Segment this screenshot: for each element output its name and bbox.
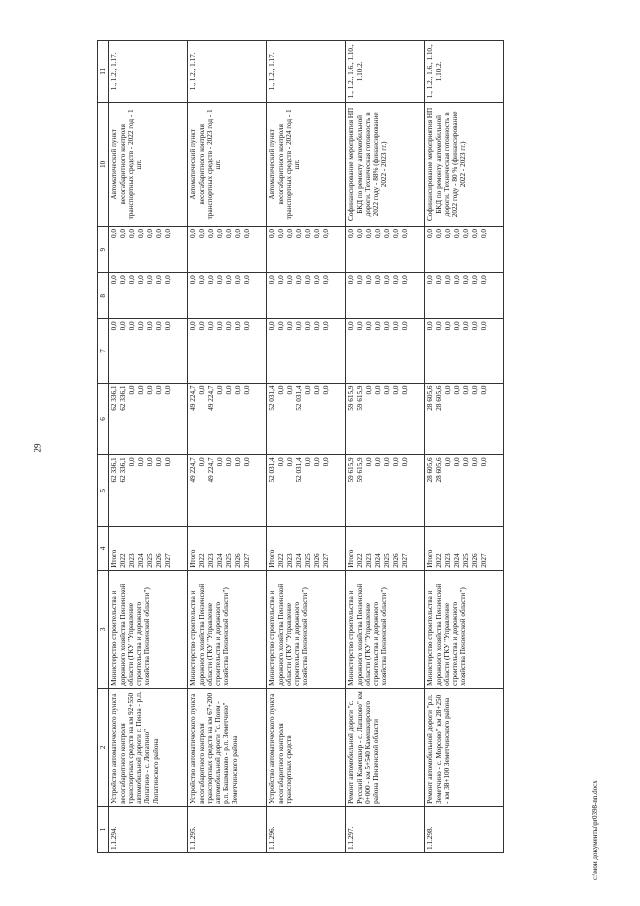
- amount-value: 28 605,6: [426, 385, 435, 411]
- amount-value: 0,0: [453, 457, 462, 467]
- year-value: 2022: [198, 553, 207, 568]
- total-amount-cell: [425, 455, 504, 527]
- table-row: [346, 41, 425, 853]
- amount-value: 0,0: [471, 275, 480, 285]
- amount-value: 0,0: [480, 385, 489, 395]
- col-header: 6: [98, 383, 109, 455]
- amount-value: 0,0: [198, 385, 207, 395]
- year-cell: [346, 527, 425, 571]
- indicator-links-cell: 1., 1.2., 1.17.: [267, 41, 346, 103]
- amount-value: 0,0: [322, 321, 331, 331]
- event-name-cell: Ремонт автомобильной дороги "с. Русский Камешкир - с. Лапшово" км 0+000 - км 5+540 Камешкирского района Пензенской области: [346, 688, 425, 806]
- year-cell: [109, 527, 188, 571]
- amount-value: 0,0: [277, 275, 286, 285]
- amount-value: 59 615,9: [356, 457, 365, 483]
- amount-value: 49 224,7: [207, 385, 216, 411]
- amount-value: 0,0: [435, 321, 444, 331]
- amount-value: 0,0: [216, 457, 225, 467]
- amount-value: 0,0: [392, 457, 401, 467]
- col-header: 8: [98, 273, 109, 319]
- amount-value: 0,0: [234, 321, 243, 331]
- amount-value: 0,0: [383, 385, 392, 395]
- year-value: 2026: [471, 553, 480, 568]
- amount-value: 0,0: [356, 321, 365, 331]
- amount-value: 59 615,9: [356, 385, 365, 411]
- amount-value: 0,0: [155, 457, 164, 467]
- row-number-cell: 1.1.298.: [425, 806, 504, 852]
- amount-value: 0,0: [137, 321, 146, 331]
- amount-value: 0,0: [119, 275, 128, 285]
- amount-value: 62 336,1: [110, 385, 119, 411]
- amount-value: 0,0: [268, 229, 277, 239]
- indicator-links-cell: 1., 1.2., 1.17.: [188, 41, 267, 103]
- row-number-cell: 1.1.294.: [109, 806, 188, 852]
- amount-value: 0,0: [225, 321, 234, 331]
- local-budget-cell: [267, 273, 346, 319]
- amount-value: 0,0: [313, 229, 322, 239]
- year-value: 2025: [304, 553, 313, 568]
- amount-value: 0,0: [435, 275, 444, 285]
- year-value: 2022: [435, 553, 444, 568]
- year-value: 2022: [119, 553, 128, 568]
- year-value: 2025: [146, 553, 155, 568]
- amount-value: 0,0: [146, 229, 155, 239]
- amount-value: 0,0: [295, 321, 304, 331]
- federal-budget-cell: [425, 319, 504, 383]
- amount-value: 0,0: [426, 229, 435, 239]
- executor-cell: Министерство строительства и дорожного хозяйства Пензенской области (ГКУ "Управление строительства и дорожного хозяйства Пензенской области"): [267, 570, 346, 688]
- amount-value: 0,0: [401, 321, 410, 331]
- col-header: 3: [98, 570, 109, 688]
- amount-value: 0,0: [304, 457, 313, 467]
- amount-value: 0,0: [480, 229, 489, 239]
- amount-value: 0,0: [374, 321, 383, 331]
- amount-value: 0,0: [383, 229, 392, 239]
- amount-value: 0,0: [216, 275, 225, 285]
- table-body: [109, 41, 504, 853]
- executor-cell: Министерство строительства и дорожного хозяйства Пензенской области (ГКУ "Управление строительства и дорожного хозяйства Пензенской области"): [109, 570, 188, 688]
- extra-budget-cell: [188, 227, 267, 273]
- amount-value: 0,0: [313, 457, 322, 467]
- amount-value: 0,0: [234, 229, 243, 239]
- year-value: 2024: [453, 553, 462, 568]
- year-value: 2026: [155, 553, 164, 568]
- year-cell: [267, 527, 346, 571]
- year-value: 2025: [383, 553, 392, 568]
- amount-value: 52 031,4: [295, 385, 304, 411]
- amount-value: 0,0: [119, 229, 128, 239]
- amount-value: 0,0: [137, 385, 146, 395]
- executor-cell: Министерство строительства и дорожного хозяйства Пензенской области (ГКУ "Управление строительства и дорожного хозяйства Пензенской области"): [188, 570, 267, 688]
- amount-value: 28 605,6: [426, 457, 435, 483]
- amount-value: 0,0: [295, 229, 304, 239]
- amount-value: 0,0: [365, 321, 374, 331]
- amount-value: 0,0: [216, 385, 225, 395]
- event-name-cell: Устройство автоматического пункта весогабаритного контроля транспортных средств на км 92+550 автомобильной дороги г. Пенза - р.п. Лопатино - с. Лопатино" Лопатинского района: [109, 688, 188, 806]
- amount-value: 0,0: [137, 275, 146, 285]
- amount-value: 0,0: [426, 275, 435, 285]
- amount-value: 0,0: [146, 457, 155, 467]
- amount-value: 0,0: [356, 229, 365, 239]
- year-cell: [188, 527, 267, 571]
- amount-value: 0,0: [453, 321, 462, 331]
- amount-value: 0,0: [322, 385, 331, 395]
- amount-value: 0,0: [471, 229, 480, 239]
- amount-value: 0,0: [471, 321, 480, 331]
- amount-value: 0,0: [146, 321, 155, 331]
- amount-value: 0,0: [480, 457, 489, 467]
- amount-value: 59 615,9: [347, 457, 356, 483]
- year-value: 2023: [365, 553, 374, 568]
- amount-value: 0,0: [347, 229, 356, 239]
- amount-value: 0,0: [225, 457, 234, 467]
- amount-value: 0,0: [277, 457, 286, 467]
- amount-value: 0,0: [322, 229, 331, 239]
- year-value: 2027: [322, 553, 331, 568]
- amount-value: 0,0: [304, 229, 313, 239]
- amount-value: 0,0: [374, 275, 383, 285]
- year-value: 2025: [462, 553, 471, 568]
- amount-value: 0,0: [198, 275, 207, 285]
- amount-value: 0,0: [347, 275, 356, 285]
- amount-value: 0,0: [277, 321, 286, 331]
- rotated-table-wrapper: [97, 40, 525, 853]
- expected-result-cell: Софинансирование мероприятия НП БКД по ремонту автомобильной дороги. Техническая готовность в 2022 году - 88% (финансирование 2022 - 2023 гг.): [346, 102, 425, 226]
- year-value: 2022: [356, 553, 365, 568]
- amount-value: 0,0: [277, 385, 286, 395]
- amount-value: 0,0: [462, 457, 471, 467]
- amount-value: 0,0: [268, 275, 277, 285]
- amount-value: 0,0: [295, 275, 304, 285]
- amount-value: 0,0: [392, 229, 401, 239]
- indicator-links-cell: 1., 1.2., 1.6., 1.10., 1.10.2.: [346, 41, 425, 103]
- amount-value: 0,0: [462, 321, 471, 331]
- extra-budget-cell: [267, 227, 346, 273]
- table-row: [267, 41, 346, 853]
- event-name-cell: Устройство автоматического пункта весогабаритного контроля транспортных средств: [267, 688, 346, 806]
- local-budget-cell: [188, 273, 267, 319]
- amount-value: 0,0: [365, 275, 374, 285]
- year-value: 2024: [216, 553, 225, 568]
- year-value: 2024: [137, 553, 146, 568]
- federal-budget-cell: [346, 319, 425, 383]
- amount-value: 0,0: [426, 321, 435, 331]
- amount-value: 0,0: [146, 385, 155, 395]
- local-budget-cell: [346, 273, 425, 319]
- amount-value: 0,0: [286, 321, 295, 331]
- amount-value: 0,0: [480, 321, 489, 331]
- amount-value: 0,0: [401, 385, 410, 395]
- amount-value: 0,0: [444, 321, 453, 331]
- amount-value: 0,0: [401, 457, 410, 467]
- local-budget-cell: [425, 273, 504, 319]
- amount-value: 49 224,7: [207, 457, 216, 483]
- event-name-cell: Устройство автоматического пункта весогабаритного контроля транспортных средств на км 67+200 автомобильной дороги "с. Поим - р.п. Башмаково - р.п. Земетчино" Земетчинского района: [188, 688, 267, 806]
- amount-value: 0,0: [435, 229, 444, 239]
- total-amount-cell: [109, 455, 188, 527]
- amount-value: 0,0: [453, 275, 462, 285]
- budget-table: [97, 40, 504, 853]
- amount-value: 52 031,4: [268, 385, 277, 411]
- year-value: 2025: [225, 553, 234, 568]
- year-value: 2023: [207, 553, 216, 568]
- year-value: Итого: [347, 549, 356, 568]
- table-row: [425, 41, 504, 853]
- amount-value: 0,0: [110, 275, 119, 285]
- amount-value: 0,0: [365, 385, 374, 395]
- amount-value: 0,0: [374, 385, 383, 395]
- amount-value: 0,0: [119, 321, 128, 331]
- amount-value: 0,0: [444, 457, 453, 467]
- amount-value: 0,0: [155, 321, 164, 331]
- amount-value: 0,0: [444, 229, 453, 239]
- amount-value: 0,0: [462, 385, 471, 395]
- amount-value: 62 336,1: [119, 385, 128, 411]
- year-value: 2023: [128, 553, 137, 568]
- amount-value: 0,0: [392, 275, 401, 285]
- year-value: Итого: [268, 549, 277, 568]
- col-header: 9: [98, 227, 109, 273]
- amount-value: 0,0: [462, 275, 471, 285]
- amount-value: 0,0: [243, 229, 252, 239]
- row-number-cell: 1.1.296.: [267, 806, 346, 852]
- amount-value: 0,0: [164, 457, 173, 467]
- amount-value: 0,0: [374, 457, 383, 467]
- col-header: 11: [98, 41, 109, 103]
- amount-value: 62 336,1: [119, 457, 128, 483]
- expected-result-cell: Софинансирование мероприятия НП БКД по ремонту автомобильной дороги. Техническая готовность в 2022 году - 80 % (финансирование 2022 - 2023 гг.): [425, 102, 504, 226]
- amount-value: 0,0: [137, 229, 146, 239]
- regional-budget-cell: [188, 383, 267, 455]
- amount-value: 0,0: [347, 321, 356, 331]
- amount-value: 0,0: [243, 275, 252, 285]
- year-cell: [425, 527, 504, 571]
- table-row: [188, 41, 267, 853]
- regional-budget-cell: [425, 383, 504, 455]
- amount-value: 0,0: [444, 385, 453, 395]
- amount-value: 0,0: [365, 229, 374, 239]
- year-value: 2023: [286, 553, 295, 568]
- total-amount-cell: [346, 455, 425, 527]
- amount-value: 0,0: [189, 275, 198, 285]
- amount-value: 0,0: [128, 457, 137, 467]
- amount-value: 0,0: [286, 275, 295, 285]
- amount-value: 0,0: [207, 321, 216, 331]
- amount-value: 0,0: [277, 229, 286, 239]
- year-value: Итого: [426, 549, 435, 568]
- year-value: 2027: [480, 553, 489, 568]
- year-value: 2026: [313, 553, 322, 568]
- amount-value: 49 224,7: [189, 385, 198, 411]
- expected-result-cell: Автоматический пункт весогабаритного контроля транспортных средств - 2024 год - 1 шт.: [267, 102, 346, 226]
- amount-value: 0,0: [471, 385, 480, 395]
- col-header: 4: [98, 527, 109, 571]
- amount-value: 0,0: [110, 229, 119, 239]
- amount-value: 0,0: [128, 229, 137, 239]
- amount-value: 0,0: [164, 321, 173, 331]
- page-number: 29: [32, 443, 43, 453]
- amount-value: 0,0: [128, 321, 137, 331]
- federal-budget-cell: [267, 319, 346, 383]
- year-value: 2027: [243, 553, 252, 568]
- expected-result-cell: Автоматический пункт весогабаритного контроля транспортных средств - 2022 год - 1 шт.: [109, 102, 188, 226]
- regional-budget-cell: [267, 383, 346, 455]
- year-value: 2023: [444, 553, 453, 568]
- amount-value: 0,0: [286, 229, 295, 239]
- amount-value: 59 615,9: [347, 385, 356, 411]
- amount-value: 0,0: [374, 229, 383, 239]
- amount-value: 0,0: [164, 229, 173, 239]
- amount-value: 0,0: [198, 457, 207, 467]
- amount-value: 0,0: [128, 275, 137, 285]
- executor-cell: Министерство строительства и дорожного хозяйства Пензенской области (ГКУ "Управление строительства и дорожного хозяйства Пензенской области"): [346, 570, 425, 688]
- amount-value: 52 031,4: [268, 457, 277, 483]
- amount-value: 0,0: [286, 457, 295, 467]
- amount-value: 0,0: [243, 385, 252, 395]
- amount-value: 49 224,7: [189, 457, 198, 483]
- amount-value: 0,0: [146, 275, 155, 285]
- amount-value: 0,0: [304, 321, 313, 331]
- event-name-cell: Ремонт автомобильной дороги "р.п. Земетчино - с. Морсово" км 28+250 - км 38+100 Земетчинского района: [425, 688, 504, 806]
- row-number-cell: 1.1.295.: [188, 806, 267, 852]
- year-value: 2026: [234, 553, 243, 568]
- amount-value: 28 605,6: [435, 457, 444, 483]
- amount-value: 0,0: [383, 321, 392, 331]
- amount-value: 0,0: [207, 275, 216, 285]
- amount-value: 0,0: [225, 275, 234, 285]
- amount-value: 0,0: [444, 275, 453, 285]
- amount-value: 0,0: [164, 275, 173, 285]
- expected-result-cell: Автоматический пункт весогабаритного контроля транспортных средств - 2023 год - 1 шт.: [188, 102, 267, 226]
- amount-value: 0,0: [383, 457, 392, 467]
- total-amount-cell: [267, 455, 346, 527]
- amount-value: 28 605,6: [435, 385, 444, 411]
- amount-value: 0,0: [234, 385, 243, 395]
- amount-value: 0,0: [401, 275, 410, 285]
- amount-value: 0,0: [356, 275, 365, 285]
- col-header: 1: [98, 806, 109, 852]
- amount-value: 0,0: [313, 275, 322, 285]
- amount-value: 0,0: [392, 321, 401, 331]
- year-value: 2027: [401, 553, 410, 568]
- year-value: Итого: [189, 549, 198, 568]
- amount-value: 52 031,4: [295, 457, 304, 483]
- amount-value: 0,0: [189, 229, 198, 239]
- amount-value: 0,0: [471, 457, 480, 467]
- amount-value: 0,0: [128, 385, 137, 395]
- amount-value: 0,0: [304, 275, 313, 285]
- year-value: 2027: [164, 553, 173, 568]
- row-number-cell: 1.1.297.: [346, 806, 425, 852]
- rotated-table-stage: [97, 40, 525, 853]
- regional-budget-cell: [109, 383, 188, 455]
- year-value: 2024: [374, 553, 383, 568]
- amount-value: 0,0: [243, 457, 252, 467]
- amount-value: 0,0: [322, 457, 331, 467]
- amount-value: 0,0: [207, 229, 216, 239]
- amount-value: 0,0: [365, 457, 374, 467]
- indicator-links-cell: 1., 1.2., 1.17.: [109, 41, 188, 103]
- amount-value: 0,0: [304, 385, 313, 395]
- amount-value: 0,0: [216, 229, 225, 239]
- indicator-links-cell: 1., 1.2., 1.6., 1.10., 1.10.2.: [425, 41, 504, 103]
- amount-value: 0,0: [453, 385, 462, 395]
- amount-value: 0,0: [462, 229, 471, 239]
- amount-value: 0,0: [392, 385, 401, 395]
- executor-cell: Министерство строительства и дорожного хозяйства Пензенской области (ГКУ "Управление строительства и дорожного хозяйства Пензенской области"): [425, 570, 504, 688]
- amount-value: 0,0: [401, 229, 410, 239]
- amount-value: 0,0: [480, 275, 489, 285]
- year-value: 2026: [392, 553, 401, 568]
- amount-value: 0,0: [225, 229, 234, 239]
- federal-budget-cell: [188, 319, 267, 383]
- footer-file-path: c:\мои документы\pr0398-nn.docx: [591, 780, 599, 880]
- col-header: 5: [98, 455, 109, 527]
- amount-value: 0,0: [225, 385, 234, 395]
- year-value: Итого: [110, 549, 119, 568]
- local-budget-cell: [109, 273, 188, 319]
- header-row: [98, 41, 109, 853]
- amount-value: 62 336,1: [110, 457, 119, 483]
- amount-value: 0,0: [286, 385, 295, 395]
- col-header: 7: [98, 319, 109, 383]
- amount-value: 0,0: [189, 321, 198, 331]
- amount-value: 0,0: [234, 275, 243, 285]
- extra-budget-cell: [425, 227, 504, 273]
- extra-budget-cell: [109, 227, 188, 273]
- amount-value: 0,0: [313, 321, 322, 331]
- total-amount-cell: [188, 455, 267, 527]
- amount-value: 0,0: [164, 385, 173, 395]
- extra-budget-cell: [346, 227, 425, 273]
- table-row: [109, 41, 188, 853]
- amount-value: 0,0: [198, 321, 207, 331]
- amount-value: 0,0: [137, 457, 146, 467]
- col-header: 10: [98, 102, 109, 226]
- amount-value: 0,0: [155, 385, 164, 395]
- amount-value: 0,0: [268, 321, 277, 331]
- amount-value: 0,0: [453, 229, 462, 239]
- amount-value: 0,0: [383, 275, 392, 285]
- amount-value: 0,0: [234, 457, 243, 467]
- col-header: 2: [98, 688, 109, 806]
- amount-value: 0,0: [198, 229, 207, 239]
- year-value: 2022: [277, 553, 286, 568]
- amount-value: 0,0: [216, 321, 225, 331]
- amount-value: 0,0: [243, 321, 252, 331]
- federal-budget-cell: [109, 319, 188, 383]
- amount-value: 0,0: [110, 321, 119, 331]
- year-value: 2024: [295, 553, 304, 568]
- amount-value: 0,0: [155, 275, 164, 285]
- amount-value: 0,0: [155, 229, 164, 239]
- regional-budget-cell: [346, 383, 425, 455]
- amount-value: 0,0: [322, 275, 331, 285]
- amount-value: 0,0: [313, 385, 322, 395]
